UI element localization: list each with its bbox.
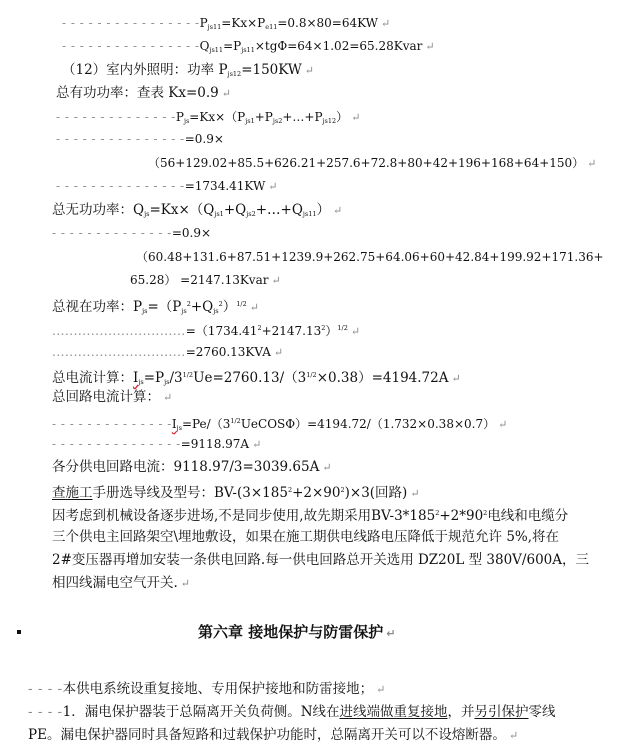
leader-dots: - - - - - - - - - - - - - - <box>56 110 176 124</box>
formula-pjs11: - - - - - - - - - - - - - - - $-P_{js11}=Kx\times P_{e11}=0.8\times 80=64KW$ ↵ <box>62 16 391 31</box>
paragraph-mark: ↵ <box>425 40 435 53</box>
total-active-power-heading: 总有功功率：查表 Kx=0.9 ↵ <box>56 85 231 101</box>
total-current-line: 总电流计算：$I_{js}=P_{js}/3^{1/2}Ue=2760.13/(3^{1/2}\times 0.38)=4194.72A$ ↵ <box>52 370 461 386</box>
apparent-power-line: 总视在功率：$P_{js}=(P_{js}^2+Q_{js}^2)^{1/2}$ ↵ <box>52 299 259 315</box>
total-reactive-power-line: 总无功功率：$Q_{js}=Kx\times(Q_{js1}+Q_{js2}+\dots+Q_{js11})$ ↵ <box>52 202 343 218</box>
leader-dots: - - - - - - - - - - - - - - <box>52 417 172 431</box>
body-paragraph-line: 2#变压器再增加安装一条供电回路.每一供电回路总开关选用 DZ20L 型 380V/600A，三 <box>52 552 589 568</box>
formula-qjs11: - - - - - - - - - - - - - - - $-Q_{js11}=P_{js11}\times tg\Phi=64\times 1.02=65.28Kvar$ ↵ <box>62 39 435 54</box>
formula-result-active: - - - - - - - - - - - - - - -=1734.41KW ↵ <box>56 179 278 193</box>
body-paragraph-line: 因考虑到机械设备逐步进场,不是同步使用,故先期采用$BV-3*185^2+2*90^2$电线和电缆分 <box>52 508 569 524</box>
paragraph-mark: ↵ <box>180 577 191 590</box>
paragraph-mark: ↵ <box>386 627 396 640</box>
grounding-intro-line: - - - -本供电系统设重复接地、专用保护接地和防雷接地； ↵ <box>28 681 386 697</box>
paragraph-mark: ↵ <box>249 301 259 314</box>
paragraph-mark: ↵ <box>268 180 278 193</box>
cable-selection-line: 查施工手册选导线及型号：$BV-(3\times 185^2+2\times 90^2)\times 3$(回路) ↵ <box>52 485 420 501</box>
paragraph-mark: ↵ <box>252 438 262 451</box>
paragraph-mark: ↵ <box>322 461 332 474</box>
paragraph-mark: ↵ <box>351 111 361 124</box>
leader-dots: ............................... <box>52 345 186 359</box>
paragraph-mark: ↵ <box>381 17 391 30</box>
paragraph-mark: ↵ <box>273 346 284 359</box>
paragraph-mark: ↵ <box>271 274 281 287</box>
leader-dots: - - - - <box>28 704 63 720</box>
paragraph-mark: ↵ <box>376 683 386 696</box>
paragraph-mark: ↵ <box>221 87 231 100</box>
paragraph-mark: ↵ <box>333 204 343 217</box>
chapter-heading: 第六章 接地保护与防雷保护 ↵ <box>198 623 396 641</box>
formula-sum-reactive: （60.48+131.6+87.51+1239.9+262.75+64.06+60+42.84+199.92+171.36+ <box>136 250 604 264</box>
leakage-protector-line: PE。漏电保护器同时具备短路和过载保护功能时，总隔离开关可以不设熔断器。 ↵ <box>28 727 519 743</box>
leader-dots: - - - - - - - - - - - - - - <box>52 226 172 240</box>
branch-current-line: 各分供电回路电流：9118.97/3=3039.65A ↵ <box>52 459 332 475</box>
formula-sum-active: （56+129.02+85.5+626.21+257.6+72.8+80+42+196+168+64+150） ↵ <box>148 156 597 170</box>
leader-dots: - - - - - - - - - - - - - - - - <box>62 16 200 30</box>
leader-dots: - - - - <box>28 681 63 697</box>
formula-pjs: - - - - - - - - - - - - - $-P_{js}=Kx\times(P_{js1}+P_{js2}+\dots+P_{js12})$ ↵ <box>56 110 361 125</box>
formula-loop-current: - - - - - - - - - - - - - $-I_{js}=Pe/(3^{1/2}UeCOS\Phi)=4194.72/(1.732\times 0.38\times 0.7)$ ↵ <box>52 417 508 432</box>
formula-factor-line: - - - - - - - - - - - - - - -=0.9× <box>56 132 224 146</box>
paragraph-mark: ↵ <box>451 372 461 385</box>
paragraph-mark: ↵ <box>350 325 361 338</box>
leader-dots: ............................... <box>52 324 186 338</box>
paragraph-mark: ↵ <box>163 391 173 404</box>
leader-dots: - - - - - - - - - - - - - - - <box>56 179 185 193</box>
formula-apparent-result: ...............................=2760.13KVA ↵ <box>52 345 284 359</box>
leader-dots: - - - - - - - - - - - - - - - <box>56 132 185 146</box>
paragraph-mark: ↵ <box>304 64 314 77</box>
formula-factor-line: - - - - - - - - - - - - - -=0.9× <box>52 226 212 240</box>
leader-dots: - - - - - - - - - - - - - - - <box>52 437 181 451</box>
body-paragraph-line: 三个供电主回路架空\埋地敷设，如果在施工期供电线路电压降低于规范允许 5%,将在 <box>52 529 560 545</box>
lighting-power-line: （12）室内外照明：功率 $P_{js12}=150KW$ ↵ <box>62 62 314 78</box>
leakage-protector-line: - - - -1．漏电保护器装于总隔离开关负荷侧。N线在进线端做重复接地，并另引保护零线 <box>28 704 556 720</box>
body-paragraph-line: 相四线漏电空气开关. ↵ <box>52 575 191 591</box>
paragraph-mark: ↵ <box>498 418 508 431</box>
loop-current-heading: 总回路电流计算： ↵ <box>52 389 173 405</box>
paragraph-mark: ↵ <box>508 729 519 742</box>
heading-bullet <box>17 630 21 634</box>
leader-dots: - - - - - - - - - - - - - - - - <box>62 39 200 53</box>
paragraph-mark: ↵ <box>587 157 597 170</box>
formula-loop-result: - - - - - - - - - - - - - - -=9118.97A ↵ <box>52 437 262 451</box>
formula-result-reactive: 65.28） =2147.13Kvar ↵ <box>130 273 281 287</box>
formula-apparent-calc: $...............................=(1734.41^2+2147.13^2)^{1/2}$ ↵ <box>52 324 361 338</box>
paragraph-mark: ↵ <box>410 487 420 500</box>
